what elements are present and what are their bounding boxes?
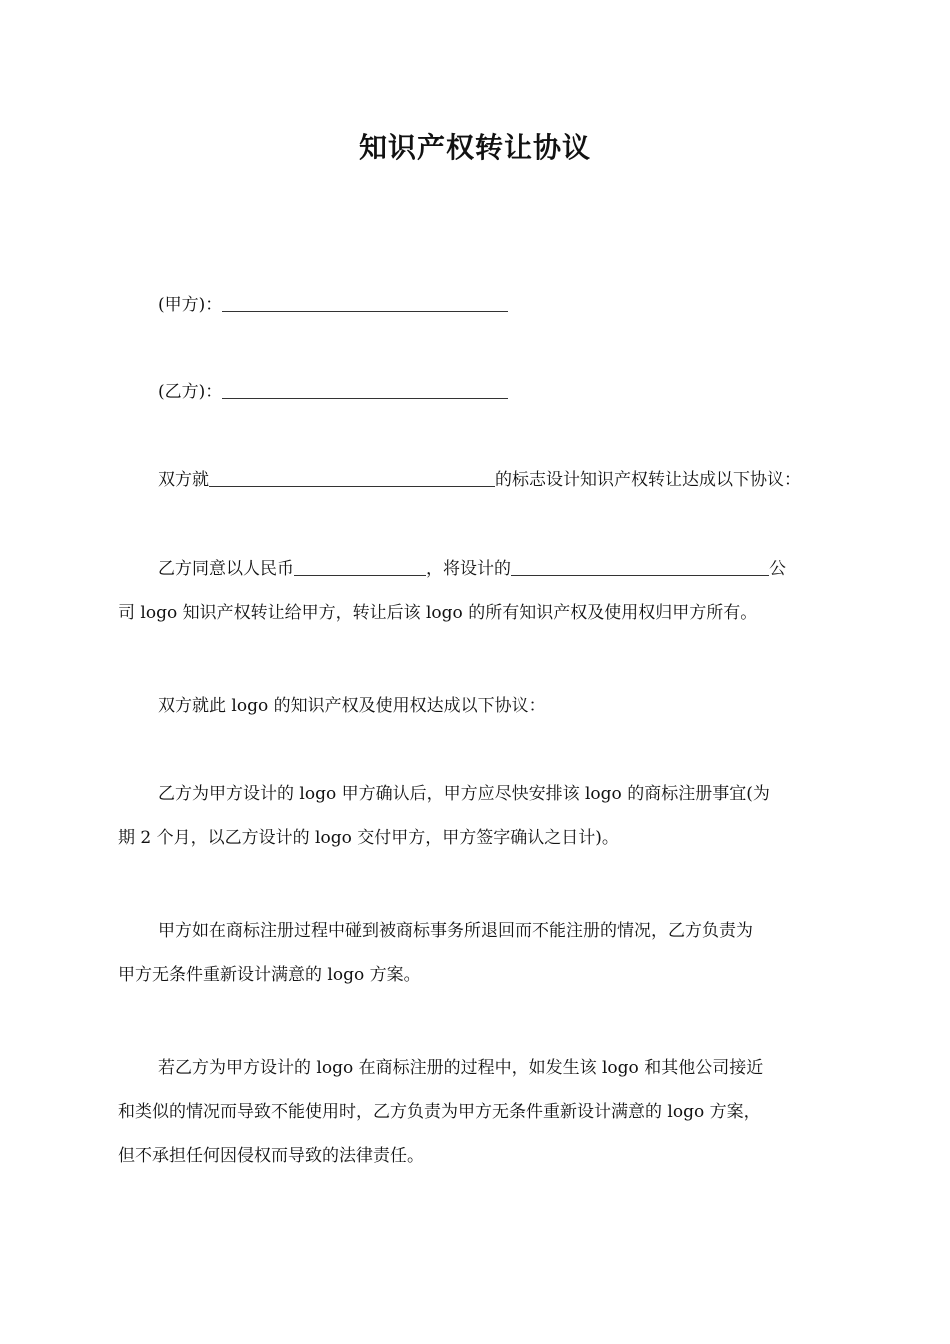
p2-text: 双方就此 logo 的知识产权及使用权达成以下协议： — [158, 696, 546, 716]
company-blank[interactable] — [511, 555, 769, 576]
agreement-intro-paragraph — [118, 684, 834, 728]
amount-blank[interactable] — [294, 555, 426, 576]
p5-line2: 和类似的情况而导致不能使用时，乙方负责为甲方无条件重新设计满意的 logo 方案， — [118, 1102, 761, 1122]
p5-line1: 若乙方为甲方设计的 logo 在商标注册的过程中，如发生该 logo 和其他公司接近 — [158, 1058, 764, 1078]
registration-paragraph — [118, 772, 834, 860]
p1-end: 公 — [769, 559, 786, 579]
p5-line3: 但不承担任何因侵权而导致的法律责任。 — [118, 1146, 424, 1166]
p3-line2: 期 2 个月，以乙方设计的 logo 交付甲方，甲方签字确认之日计)。 — [118, 828, 619, 848]
p4-line2: 甲方无条件重新设计满意的 logo 方案。 — [118, 965, 421, 985]
document-title: 知识产权转让协议 — [358, 131, 591, 164]
party-a-blank[interactable] — [222, 291, 508, 312]
p4-line1: 甲方如在商标注册过程中碰到被商标事务所退回而不能注册的情况，乙方负责为 — [158, 921, 753, 941]
party-b-label: (乙方)： — [158, 382, 223, 402]
transfer-paragraph — [118, 547, 834, 635]
p3-line1: 乙方为甲方设计的 logo 甲方确认后，甲方应尽快安排该 logo 的商标注册事宜(为 — [158, 784, 770, 804]
party-b-line — [118, 370, 834, 414]
liability-paragraph — [118, 1046, 834, 1178]
intro-paragraph — [118, 458, 834, 502]
redesign-paragraph — [118, 909, 834, 997]
subject-blank[interactable] — [209, 466, 495, 487]
intro-prefix: 双方就 — [158, 470, 209, 490]
intro-suffix: 的标志设计知识产权转让达成以下协议： — [495, 470, 801, 490]
p1-mid: ，将设计的 — [426, 559, 511, 579]
p1-line2: 司 logo 知识产权转让给甲方，转让后该 logo 的所有知识产权及使用权归甲方所有。 — [118, 603, 758, 623]
party-a-line — [118, 283, 834, 327]
party-b-blank[interactable] — [222, 378, 508, 399]
p1-prefix: 乙方同意以人民币 — [158, 559, 294, 579]
party-a-label: (甲方)： — [158, 295, 223, 315]
